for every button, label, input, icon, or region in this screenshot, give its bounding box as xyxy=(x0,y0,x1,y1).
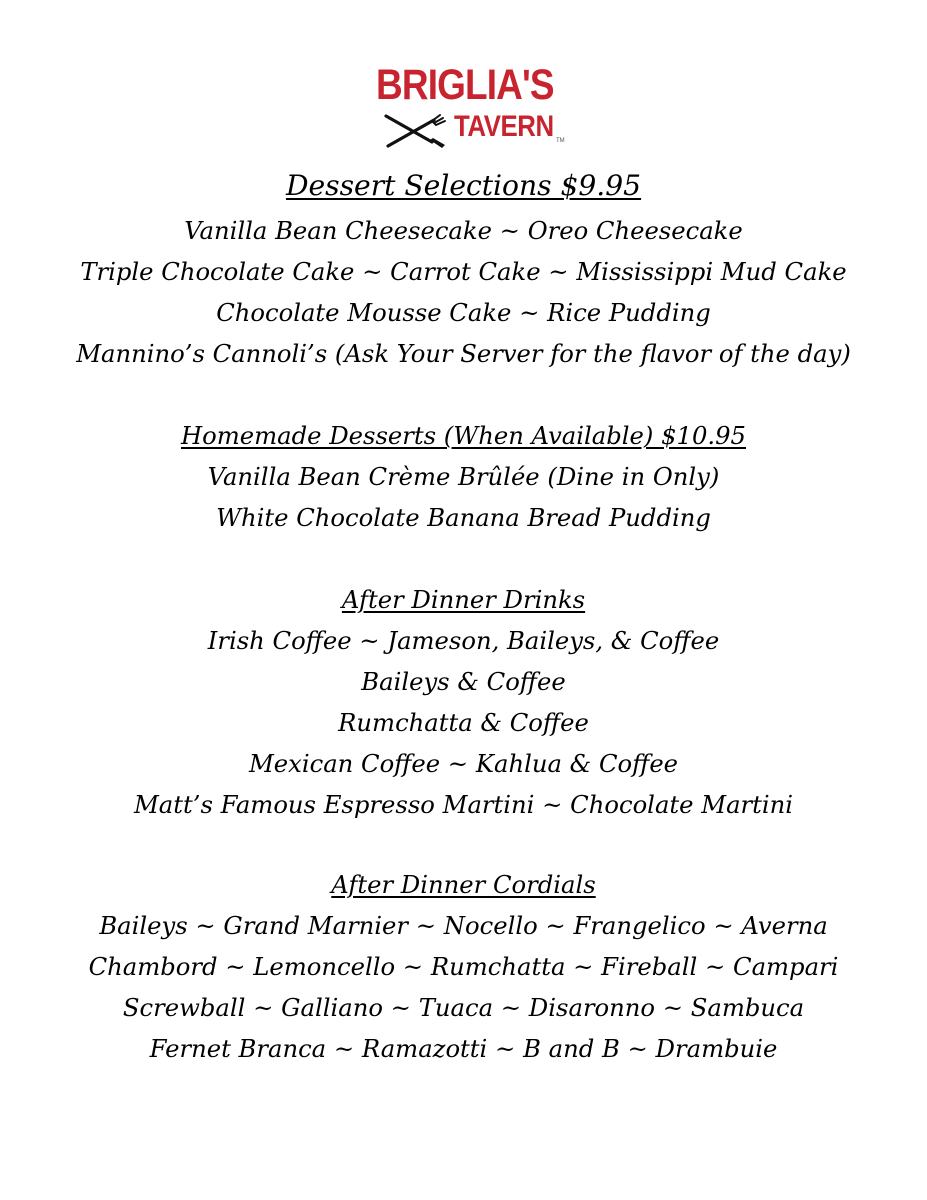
section-heading-homemade-desserts: Homemade Desserts (When Available) $10.95 xyxy=(180,421,746,450)
menu-item-line: Vanilla Bean Cheesecake ~ Oreo Cheesecake xyxy=(184,216,743,245)
menu-item-line: Vanilla Bean Crème Brûlée (Dine in Only) xyxy=(207,462,720,491)
logo-brand-name: BRIGLIA'S xyxy=(376,61,554,109)
logo-trademark: TM xyxy=(556,138,565,144)
menu-item-line: Chambord ~ Lemoncello ~ Rumchatta ~ Fireball ~ Campari xyxy=(88,952,839,981)
menu-item-line: Irish Coffee ~ Jameson, Baileys, & Coffee xyxy=(207,626,720,655)
crossed-fork-knife-icon xyxy=(382,112,456,152)
menu-item-line: Matt’s Famous Espresso Martini ~ Chocolate Martini xyxy=(133,790,794,819)
menu-item-line: Triple Chocolate Cake ~ Carrot Cake ~ Mississippi Mud Cake xyxy=(80,257,847,286)
menu-item-line: White Chocolate Banana Bread Pudding xyxy=(216,503,711,532)
menu-item-line: Chocolate Mousse Cake ~ Rice Pudding xyxy=(216,298,711,327)
logo-tavern-word: TAVERN xyxy=(454,110,554,143)
briglias-tavern-logo xyxy=(376,61,565,154)
section-heading-dessert-selections: Dessert Selections $9.95 xyxy=(285,169,642,202)
menu-item-line: Rumchatta & Coffee xyxy=(338,708,589,737)
menu-item-line: Mexican Coffee ~ Kahlua & Coffee xyxy=(248,749,679,778)
menu-item-line: Baileys & Coffee xyxy=(361,667,566,696)
section-heading-after-dinner-drinks: After Dinner Drinks xyxy=(341,585,586,614)
section-heading-after-dinner-cordials: After Dinner Cordials xyxy=(331,870,596,899)
menu-item-line: Baileys ~ Grand Marnier ~ Nocello ~ Frangelico ~ Averna xyxy=(99,911,828,940)
menu-item-line: Fernet Branca ~ Ramazotti ~ B and B ~ Drambuie xyxy=(149,1034,778,1063)
menu-item-line: Screwball ~ Galliano ~ Tuaca ~ Disaronno ~ Sambuca xyxy=(122,993,805,1022)
menu-item-line: Mannino’s Cannoli’s (Ask Your Server for the flavor of the day) xyxy=(76,339,851,368)
